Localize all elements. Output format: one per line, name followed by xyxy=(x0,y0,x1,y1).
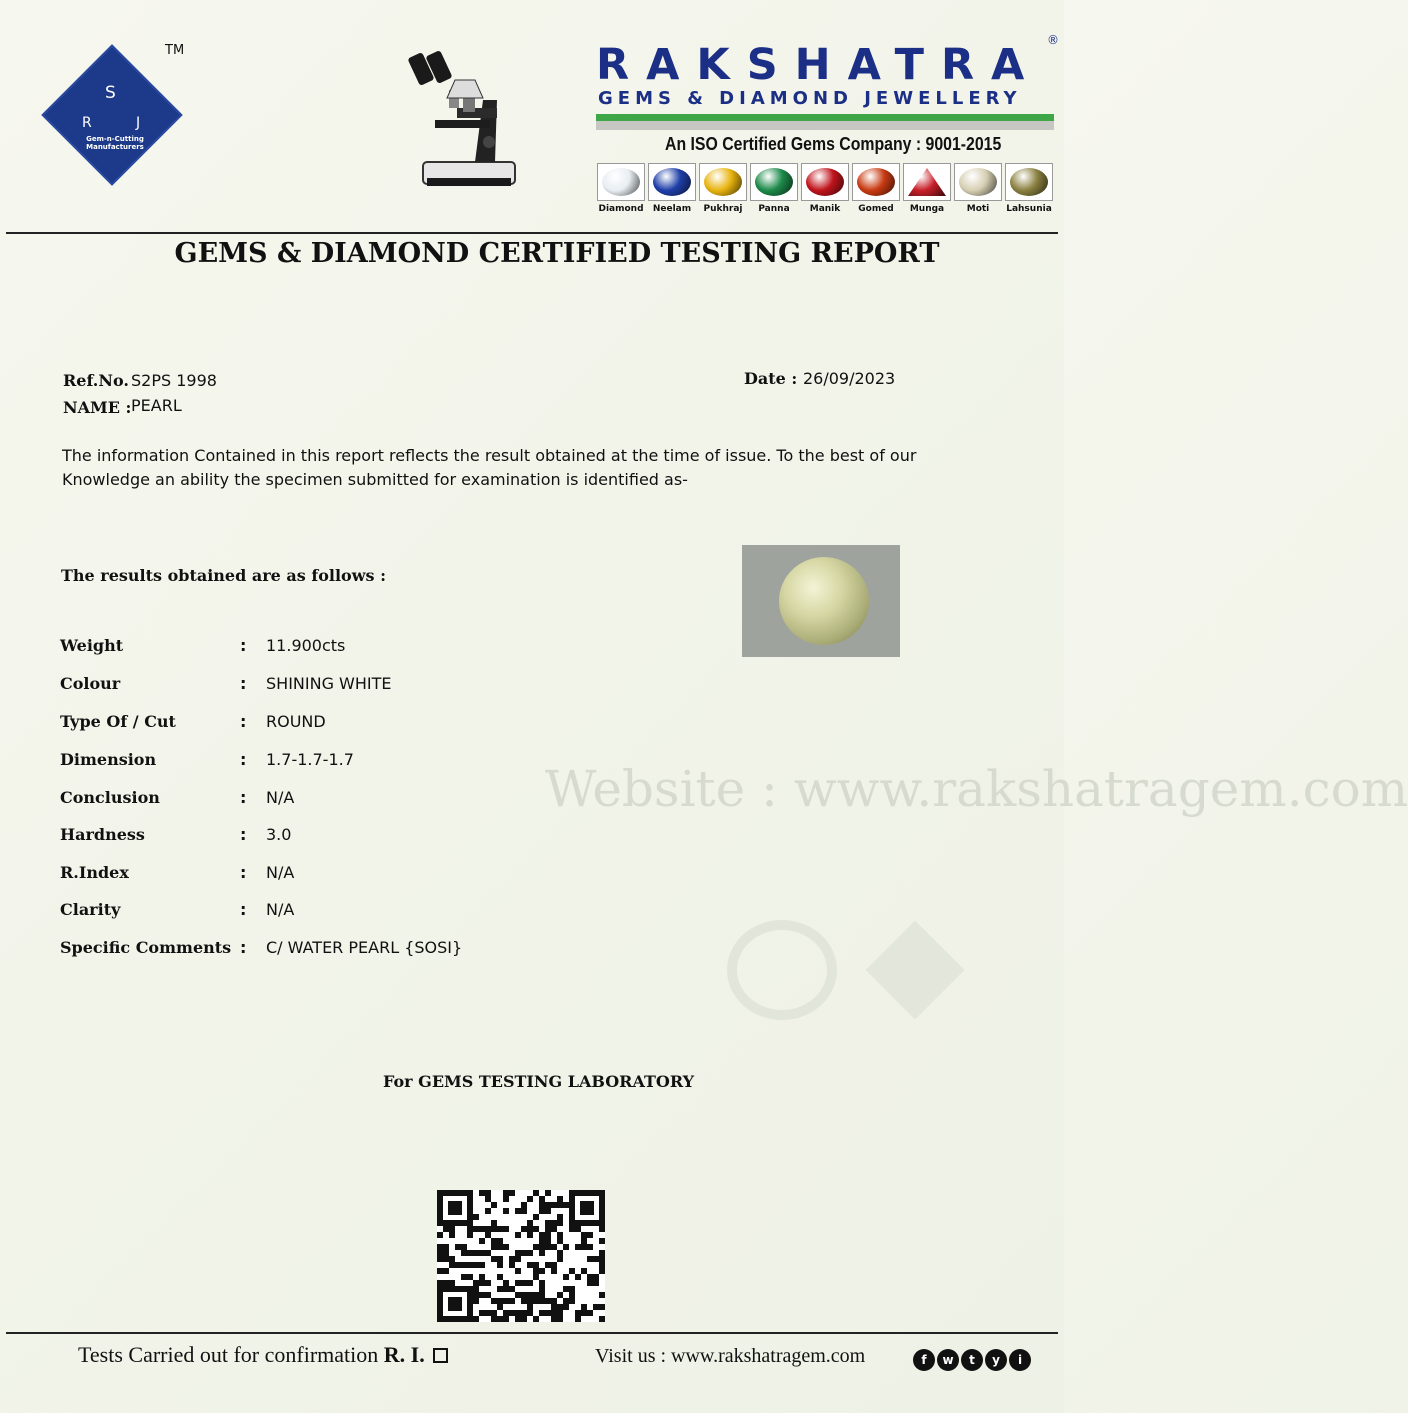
gem-gomed xyxy=(851,163,901,219)
result-key: Colour xyxy=(60,674,121,693)
social-t-icon[interactable]: t xyxy=(961,1349,983,1371)
gem-icon xyxy=(903,163,951,201)
website-watermark: Website : www.rakshatragem.com xyxy=(545,760,1408,818)
gem-label: Lahsunia xyxy=(1006,204,1052,214)
gem-manik xyxy=(800,163,850,219)
gem-diamond xyxy=(596,163,646,219)
footer-divider xyxy=(6,1332,1058,1334)
watermark-diamond xyxy=(866,921,965,1020)
gem-label: Manik xyxy=(809,204,841,214)
result-key: Hardness xyxy=(60,825,145,844)
result-row xyxy=(60,636,620,660)
gem-label: Neelam xyxy=(652,204,692,214)
gem-pukhraj xyxy=(698,163,748,219)
ref-number-label: Ref.No. xyxy=(63,371,129,390)
microscope-icon xyxy=(405,50,530,190)
social-f-icon[interactable]: f xyxy=(913,1349,935,1371)
gem-moti xyxy=(953,163,1003,219)
gem-icon xyxy=(852,163,900,201)
result-row xyxy=(60,900,620,924)
result-key: Clarity xyxy=(60,900,121,919)
gem-icon xyxy=(954,163,1002,201)
result-colon: : xyxy=(240,825,247,844)
gem-munga xyxy=(902,163,952,219)
social-icons xyxy=(913,1349,1031,1371)
gem-panna xyxy=(749,163,799,219)
date-label: Date : xyxy=(744,369,798,388)
result-colon: : xyxy=(240,788,247,807)
result-key: Specific Comments xyxy=(60,938,232,957)
results-heading: The results obtained are as follows : xyxy=(61,566,386,585)
iso-certification: An ISO Certified Gems Company : 9001-2015 xyxy=(665,134,1002,154)
gem-types-row xyxy=(596,163,1058,219)
gem-neelam xyxy=(647,163,697,219)
logo-tagline: Gem-n-Cutting Manufacturers xyxy=(86,135,144,151)
report-title: GEMS & DIAMOND CERTIFIED TESTING REPORT xyxy=(174,238,940,269)
gem-lahsunia xyxy=(1004,163,1054,219)
result-value: 3.0 xyxy=(266,825,292,844)
brand-subtitle: GEMS & DIAMOND JEWELLERY xyxy=(598,88,1022,109)
result-colon: : xyxy=(240,636,247,655)
watermark-seal xyxy=(727,920,837,1020)
pearl-image xyxy=(779,557,869,645)
info-paragraph: The information Contained in this report reflects the result obtained at the time of issue. To the best of our Knowledge an ability the specimen submitted for examination is identified as- xyxy=(62,446,917,489)
tests-confirmation-line xyxy=(78,1342,448,1368)
logo-letter-s: S xyxy=(105,83,116,103)
checkbox-icon xyxy=(433,1348,448,1363)
ref-number-value: S2PS 1998 xyxy=(131,371,217,390)
website-link[interactable]: Visit us : www.rakshatragem.com xyxy=(595,1345,866,1367)
result-row xyxy=(60,750,620,774)
logo-trademark: TM xyxy=(165,43,185,58)
qr-code[interactable] xyxy=(437,1190,605,1322)
result-row xyxy=(60,825,620,849)
result-row xyxy=(60,938,620,962)
result-colon: : xyxy=(240,750,247,769)
result-key: Weight xyxy=(60,636,124,655)
gem-label: Diamond xyxy=(598,204,644,214)
result-key: Conclusion xyxy=(60,788,160,807)
gem-label: Pukhraj xyxy=(703,204,743,214)
result-key: Type Of / Cut xyxy=(60,712,176,731)
gem-icon xyxy=(1005,163,1053,201)
registered-mark: ® xyxy=(1047,33,1059,47)
brand-green-bar xyxy=(596,114,1054,121)
name-label: NAME : xyxy=(63,398,132,417)
gem-label: Gomed xyxy=(858,204,894,214)
social-i-icon[interactable]: i xyxy=(1009,1349,1031,1371)
result-key: Dimension xyxy=(60,750,157,769)
result-row xyxy=(60,674,620,698)
gem-icon xyxy=(750,163,798,201)
gem-label: Moti xyxy=(966,204,990,214)
result-colon: : xyxy=(240,712,247,731)
name-value: PEARL xyxy=(131,396,182,415)
result-value: ROUND xyxy=(266,712,326,731)
company-logo xyxy=(40,43,185,190)
tests-text: Tests Carried out for confirmation xyxy=(78,1342,379,1367)
brand-grey-bar xyxy=(596,121,1054,130)
result-value: 11.900cts xyxy=(266,636,346,655)
brand-name: RAKSHATRA xyxy=(596,40,1042,90)
result-row xyxy=(60,863,620,887)
result-value: N/A xyxy=(266,863,295,882)
social-w-icon[interactable]: w xyxy=(937,1349,959,1371)
result-row xyxy=(60,788,620,812)
result-value: 1.7-1.7-1.7 xyxy=(266,750,354,769)
header-divider xyxy=(6,232,1058,234)
gem-icon xyxy=(699,163,747,201)
gem-icon xyxy=(597,163,645,201)
gem-icon xyxy=(801,163,849,201)
result-value: N/A xyxy=(266,788,295,807)
result-value: N/A xyxy=(266,900,295,919)
tests-ri-label: R. I. xyxy=(383,1342,425,1367)
result-row xyxy=(60,712,620,736)
result-value: SHINING WHITE xyxy=(266,674,392,693)
result-colon: : xyxy=(240,863,247,882)
result-colon: : xyxy=(240,938,247,957)
logo-letter-j: J xyxy=(136,115,141,131)
date-value: 26/09/2023 xyxy=(803,369,896,388)
logo-letter-r: R xyxy=(82,115,92,131)
social-y-icon[interactable]: y xyxy=(985,1349,1007,1371)
result-colon: : xyxy=(240,674,247,693)
gem-label: Panna xyxy=(758,204,790,214)
gem-icon xyxy=(648,163,696,201)
result-key: R.Index xyxy=(60,863,129,882)
lab-signature-heading: For GEMS TESTING LABORATORY xyxy=(383,1072,695,1091)
result-colon: : xyxy=(240,900,247,919)
gem-label: Munga xyxy=(909,204,945,214)
result-value: C/ WATER PEARL {SOSI} xyxy=(266,938,463,957)
